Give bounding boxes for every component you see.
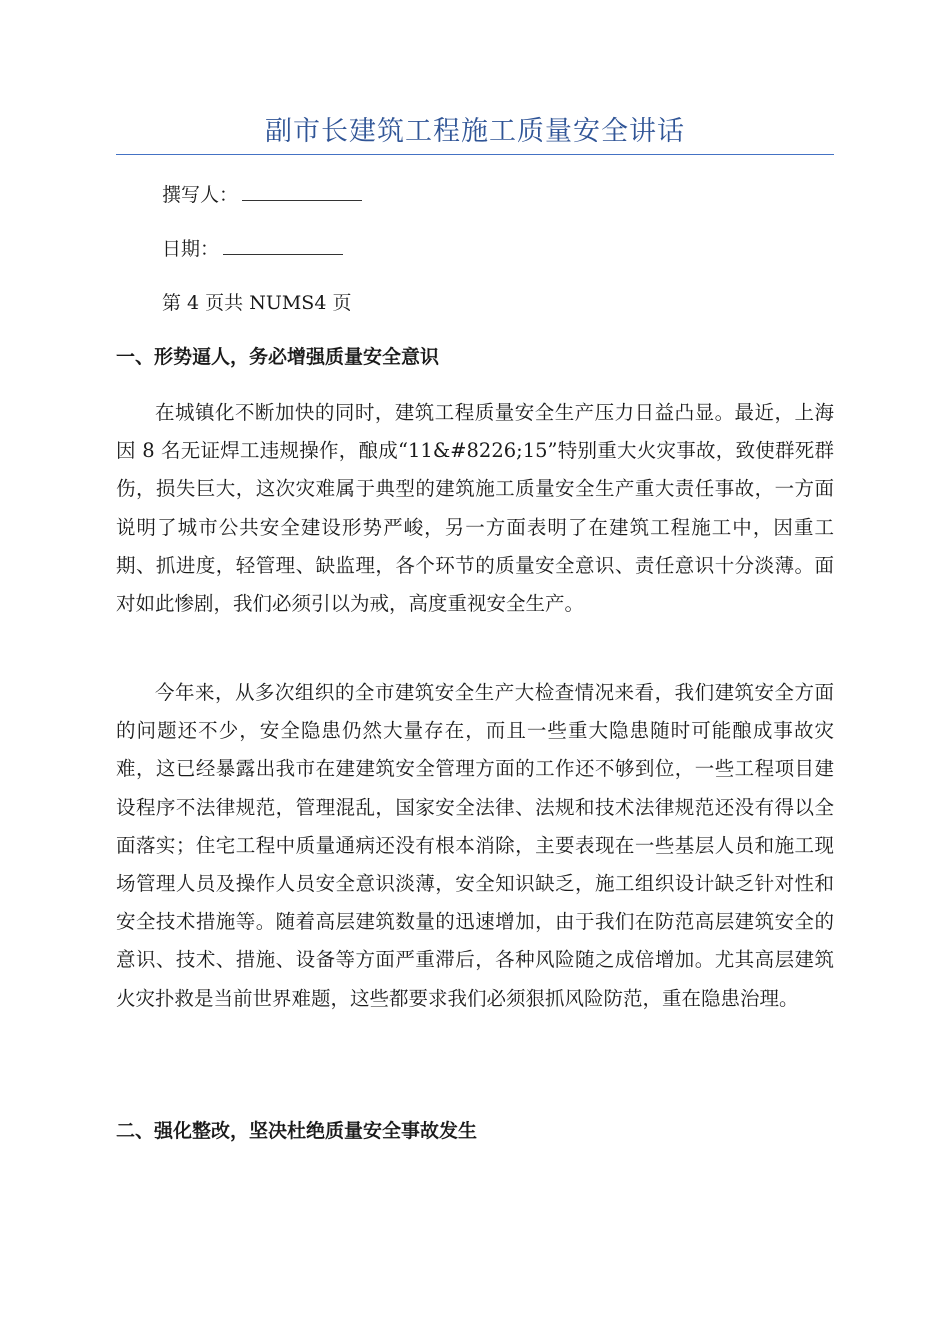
author-label: 撰写人： — [162, 184, 239, 206]
section-heading-1: 一、形势逼人，务必增强质量安全意识 — [116, 346, 440, 368]
date-label: 日期： — [162, 238, 220, 260]
date-line — [162, 234, 343, 264]
section-heading-2: 二、强化整改，坚决杜绝质量安全事故发生 — [116, 1120, 478, 1142]
paragraph-2: 今年来，从多次组织的全市建筑安全生产大检查情况来看，我们建筑安全方面的问题还不少，安全隐患仍然大量存在，而且一些重大隐患随时可能酿成事故灾难，这已经暴露出我市在建建筑安全管理方面的工作还不够到位，一些工程项目建设程序不法律规范，管理混乱，国家安全法律、法规和技术法律规范还没有得以全面落实；住宅工程中质量通病还没有根本消除，主要表现在一些基层人员和施工现场管理人员及操作人员安全意识淡薄，安全知识缺乏，施工组织设计缺乏针对性和安全技术措施等。随着高层建筑数量的迅速增加，由于我们在防范高层建筑安全的意识、技术、措施、设备等方面严重滞后，各种风险随之成倍增加。尤其高层建筑火灾扑救是当前世界难题，这些都要求我们必须狠抓风险防范，重在隐患治理。 — [116, 681, 834, 1010]
author-line — [162, 180, 362, 210]
author-blank — [242, 180, 362, 201]
title-underline — [116, 154, 834, 155]
page-info: 第 4 页共 NUMS4 页 — [162, 292, 352, 314]
document-title: 副市长建筑工程施工质量安全讲话 — [265, 116, 685, 147]
paragraph-1: 在城镇化不断加快的同时，建筑工程质量安全生产压力日益凸显。最近，上海因 8 名无证焊工违规操作，酿成“11&#8226;15”特别重大火灾事故，致使群死群伤，损失巨大，这次灾难属于典型的建筑施工质量安全生产重大责任事故，一方面说明了城市公共安全建设形势严峻，另一方面表明了在建筑工程施工中，因重工期、抓进度，轻管理、缺监理，各个环节的质量安全意识、责任意识十分淡薄。面对如此惨剧，我们必须引以为戒，高度重视安全生产。 — [116, 401, 834, 616]
date-blank — [223, 234, 343, 255]
